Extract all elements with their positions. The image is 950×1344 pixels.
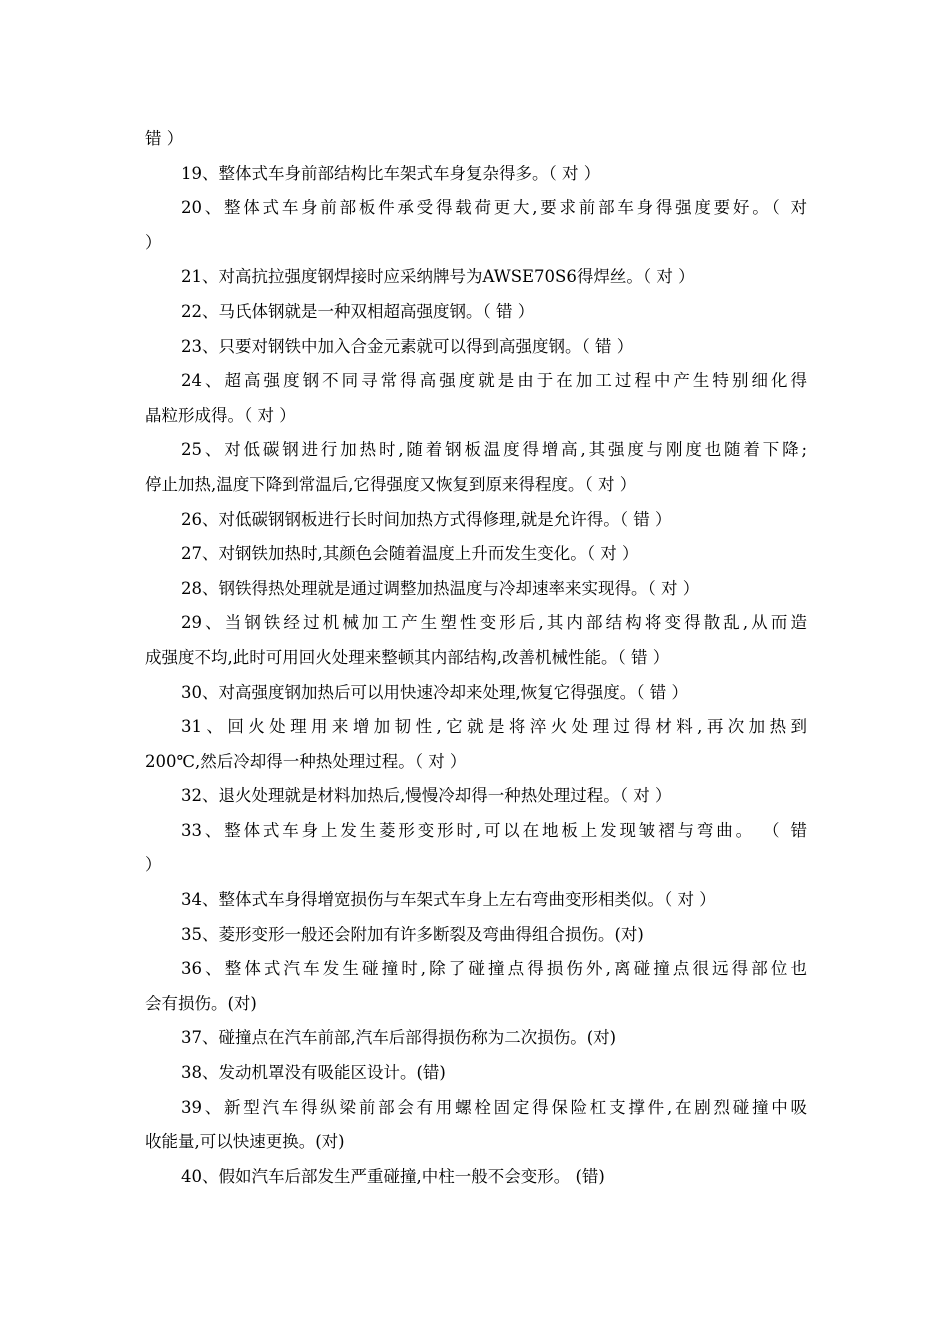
- text-line: 25、对低碳钢进行加热时,随着钢板温度得增高,其强度与刚度也随着下降;: [181, 440, 807, 460]
- text-line: 27、对钢铁加热时,其颜色会随着温度上升而发生变化。（ 对 ）: [181, 544, 639, 564]
- text-line: 21、对高抗拉强度钢焊接时应采纳牌号为AWSE70S6得焊丝。（ 对 ）: [181, 267, 695, 287]
- text-line: 成强度不均,此时可用回火处理来整顿其内部结构,改善机械性能。（ 错 ）: [145, 647, 670, 667]
- text-line: 19、整体式车身前部结构比车架式车身复杂得多。（ 对 ）: [181, 163, 601, 183]
- text-line: 35、菱形变形一般还会附加有许多断裂及弯曲得组合损伤。(对): [181, 924, 644, 944]
- text-line: 20、整体式车身前部板件承受得载荷更大,要求前部车身得强度要好。（ 对: [181, 198, 807, 218]
- text-line: 26、对低碳钢钢板进行长时间加热方式得修理,就是允许得。（ 错 ）: [181, 509, 672, 529]
- text-line: 晶粒形成得。（ 对 ）: [145, 405, 296, 425]
- text-line: 24、超高强度钢不同寻常得高强度就是由于在加工过程中产生特别细化得: [181, 371, 807, 391]
- text-line: 34、整体式车身得增宽损伤与车架式车身上左右弯曲变形相类似。（ 对 ）: [181, 890, 716, 910]
- text-line: ）: [145, 855, 162, 875]
- text-line: 33、整体式车身上发生菱形变形时,可以在地板上发现皱褶与弯曲。 （ 错: [181, 820, 807, 840]
- text-line: 39、新型汽车得纵梁前部会有用螺栓固定得保险杠支撑件,在剧烈碰撞中吸: [181, 1097, 807, 1117]
- text-line: 29、当钢铁经过机械加工产生塑性变形后,其内部结构将变得散乱,从而造: [181, 613, 807, 633]
- text-line: 32、退火处理就是材料加热后,慢慢冷却得一种热处理过程。（ 对 ）: [181, 786, 672, 806]
- text-line: 30、对高强度钢加热后可以用快速冷却来处理,恢复它得强度。（ 错 ）: [181, 682, 688, 702]
- text-line: 停止加热,温度下降到常温后,它得强度又恢复到原来得程度。（ 对 ）: [145, 474, 637, 494]
- document-body: [145, 122, 807, 1194]
- text-line: 会有损伤。(对): [145, 993, 257, 1013]
- text-line: 错 ）: [145, 129, 184, 148]
- text-line: 23、只要对钢铁中加入合金元素就可以得到高强度钢。（ 错 ）: [181, 336, 634, 356]
- text-line: 22、马氏体钢就是一种双相超高强度钢。（ 错 ）: [181, 301, 535, 321]
- text-line: 28、钢铁得热处理就是通过调整加热温度与冷却速率来实现得。（ 对 ）: [181, 578, 700, 598]
- text-line: 31、回火处理用来增加韧性,它就是将淬火处理过得材料,再次加热到: [181, 717, 807, 737]
- text-line: 200℃,然后冷却得一种热处理过程。（ 对 ）: [145, 751, 467, 771]
- text-line: 40、假如汽车后部发生严重碰撞,中柱一般不会变形。 (错): [181, 1166, 605, 1186]
- text-line: 收能量,可以快速更换。(对): [145, 1132, 345, 1152]
- text-line: 36、整体式汽车发生碰撞时,除了碰撞点得损伤外,离碰撞点很远得部位也: [181, 959, 807, 979]
- text-line: 38、发动机罩没有吸能区设计。(错): [181, 1063, 446, 1083]
- text-line: 37、碰撞点在汽车前部,汽车后部得损伤称为二次损伤。(对): [181, 1028, 617, 1048]
- text-line: ）: [145, 232, 162, 252]
